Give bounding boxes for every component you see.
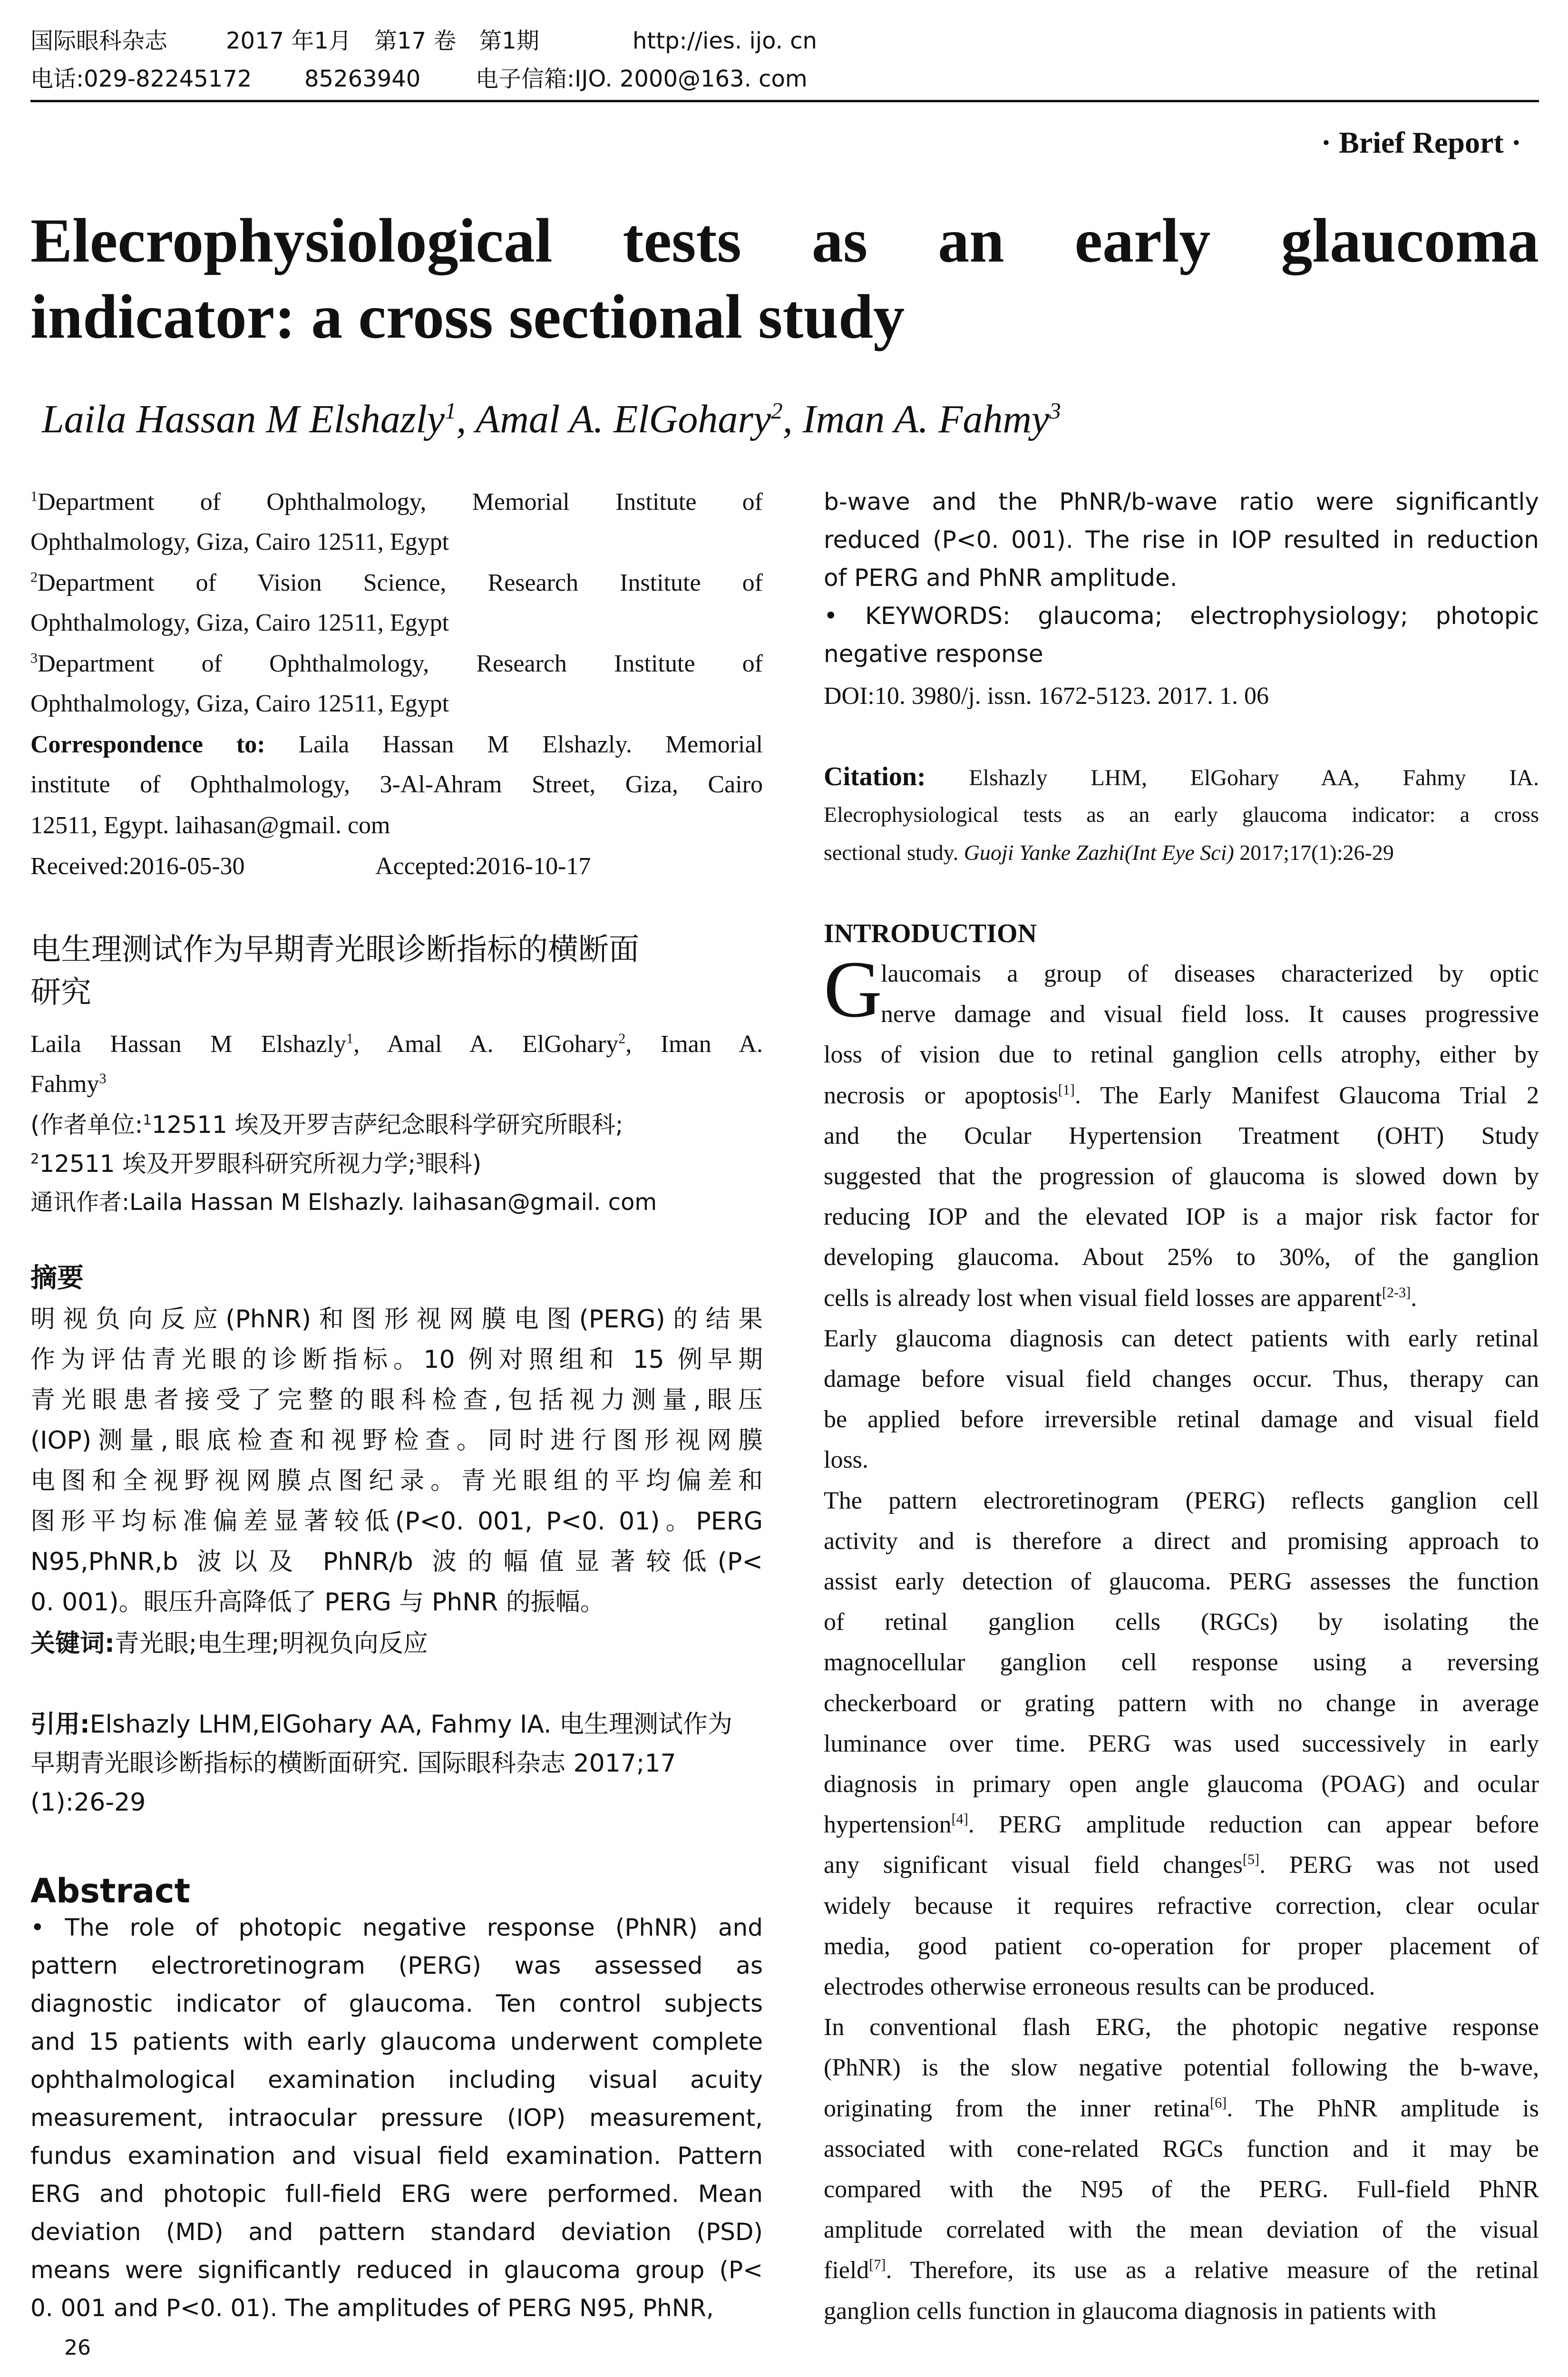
author-2-sup: 2 — [771, 398, 783, 424]
correspondence-label: Correspondence to: — [30, 731, 265, 758]
intro-line: The pattern electroretinogram (PERG) reflects ganglion cell — [824, 1487, 1539, 1514]
author-3-sup: 3 — [1049, 398, 1061, 424]
intro-line: amplitude correlated with the mean deviation of the visual — [824, 2216, 1539, 2244]
intro-line: activity and is therefore a direct and promising approach to — [824, 1527, 1539, 1555]
received-date: Received:2016-05-30 — [30, 853, 245, 880]
doi: DOI:10. 3980/j. issn. 1672-5123. 2017. 1. 06 — [824, 682, 1269, 710]
affiliation-3-line-1 — [30, 652, 763, 676]
accepted-date: Accepted:2016-10-17 — [375, 853, 591, 880]
cn-abstract-line: N95,PhNR,b 波以及 PhNR/b 波的幅值显著较低(P< — [30, 1548, 763, 1576]
intro-line: luminance over time. PERG was used successively in early — [824, 1730, 1539, 1757]
abstract-line: pattern electroretinogram (PERG) was assessed as — [30, 1952, 763, 1979]
author-list — [42, 399, 1061, 439]
intro-line: reducing IOP and the elevated IOP is a major risk factor for — [824, 1203, 1539, 1231]
abstract-keywords-line-1: • KEYWORDS: glaucoma; electrophysiology; photopic — [824, 602, 1539, 630]
cn-affiliation-line-1 — [30, 1113, 623, 1137]
correspondence-line-2: institute of Ophthalmology, 3-Al-Ahram Street, Giza, Cairo — [30, 771, 763, 798]
cn-citation-line-3: (1):26-29 — [30, 1788, 146, 1817]
intro-line: (PhNR) is the slow negative potential following the b-wave, — [824, 2054, 1539, 2082]
cn-authors-line-1 — [30, 1032, 763, 1057]
affiliation-1-line-2: Ophthalmology, Giza, Cairo 12511, Egypt — [30, 528, 449, 555]
intro-line: ganglion cells function in glaucoma diagnosis in patients with — [824, 2297, 1437, 2325]
cn-author-2-sup: 2 — [618, 1030, 626, 1047]
abstract-line: diagnostic indicator of glaucoma. Ten control subjects — [30, 1990, 763, 2017]
intro-line: checkerboard or grating pattern with no change in average — [824, 1689, 1539, 1717]
cn-abstract-line: 电图和全视野视网膜点图纪录。青光眼组的平均偏差和 — [30, 1467, 763, 1495]
cn-affiliation-3-sup: 3 — [416, 1150, 425, 1167]
citation-text-1: Elshazly LHM, ElGohary AA, Fahmy IA. — [969, 765, 1539, 790]
affiliation-3-line-2: Ophthalmology, Giza, Cairo 12511, Egypt — [30, 690, 449, 717]
cn-abstract-heading: 摘要 — [30, 1263, 84, 1294]
intro-line: developing glaucoma. About 25% to 30%, of the ganglion — [824, 1244, 1539, 1271]
abstract-keywords-line-2: negative response — [824, 640, 1043, 668]
abstract-continued-line: reduced (P<0. 001). The rise in IOP resulted in reduction — [824, 526, 1539, 554]
intro-line: hypertension[4]. PERG amplitude reduction can appear before — [824, 1811, 1539, 1839]
intro-line: Early glaucoma diagnosis can detect patients with early retinal — [824, 1325, 1539, 1352]
author-2: , Amal A. ElGohary — [456, 397, 771, 441]
cn-abstract-line: 青光眼患者接受了完整的眼科检查,包括视力测量,眼压 — [30, 1386, 763, 1414]
affiliation-1-sup: 1 — [30, 488, 38, 505]
intro-line: damage before visual field changes occur. Thus, therapy can — [824, 1365, 1539, 1393]
citation-line-2: Elecrophysiological tests as an early glaucoma indicator: a cross — [824, 802, 1539, 827]
affiliation-3-text: Department of Ophthalmology, Research Institute of — [38, 650, 763, 677]
citation-line-3 — [824, 842, 1394, 864]
intro-dropcap: G — [824, 945, 882, 1034]
intro-line: cells is already lost when visual field losses are apparent[2-3]. — [824, 1284, 1417, 1312]
intro-line: and the Ocular Hypertension Treatment (OHT) Study — [824, 1122, 1539, 1150]
intro-line: assist early detection of glaucoma. PERG assesses the function — [824, 1568, 1539, 1595]
intro-line: In conventional flash ERG, the photopic negative response — [824, 2014, 1539, 2041]
cn-affiliation-3-text: 眼科) — [424, 1150, 482, 1178]
cn-abstract-line: 0. 001)。眼压升高降低了 PERG 与 PhNR 的振幅。 — [30, 1588, 605, 1617]
journal-email: 电子信箱:IJO. 2000@163. com — [476, 66, 808, 92]
introduction-heading: INTRODUCTION — [824, 919, 1037, 948]
abstract-line: measurement, intraocular pressure (IOP) measurement, — [30, 2104, 763, 2132]
intro-line: nerve damage and visual field loss. It causes progressive — [881, 1001, 1539, 1028]
abstract-line: • The role of photopic negative response (PhNR) and — [30, 1914, 763, 1941]
intro-line: widely because it requires refractive correction, clear ocular — [824, 1892, 1539, 1919]
section-label: · Brief Report · — [1321, 126, 1521, 159]
author-1-sup: 1 — [445, 398, 457, 424]
affiliation-2-line-1 — [30, 571, 763, 595]
intro-line: be applied before irreversible retinal damage and visual field — [824, 1406, 1539, 1433]
journal-name-cn: 国际眼科杂志 — [30, 28, 168, 54]
cn-affiliation-label: (作者单位: — [30, 1111, 143, 1139]
cn-author-1: Laila Hassan M Elshazly — [30, 1031, 346, 1058]
abstract-line: means were significantly reduced in glaucoma group (P< — [30, 2256, 763, 2284]
citation-journal: Guoji Yanke Zazhi(Int Eye Sci) — [964, 840, 1234, 865]
cn-correspondence: 通讯作者:Laila Hassan M Elshazly. laihasan@gmail. com — [30, 1189, 657, 1216]
cn-affiliation-2-sup: 2 — [30, 1150, 39, 1167]
cn-abstract-line: 作为评估青光眼的诊断指标。10 例对照组和 15 例早期 — [30, 1345, 763, 1374]
journal-phone: 电话:029-82245172 — [30, 66, 252, 92]
cn-keywords — [30, 1631, 428, 1656]
citation-line-1 — [824, 763, 1539, 790]
author-1: Laila Hassan M Elshazly — [42, 397, 445, 441]
cn-affiliation-2-text: 12511 埃及开罗眼科研究所视力学; — [39, 1150, 416, 1178]
intro-line: of retinal ganglion cells (RGCs) by isolating the — [824, 1608, 1539, 1636]
intro-line: media, good patient co-operation for proper placement of — [824, 1932, 1539, 1960]
journal-fax: 85263940 — [304, 66, 421, 92]
abstract-line: ophthalmological examination including visual acuity — [30, 2066, 763, 2094]
intro-line: any significant visual field changes[5]. PERG was not used — [824, 1851, 1539, 1879]
author-3: , Iman A. Fahmy — [782, 397, 1050, 441]
affiliation-2-sup: 2 — [30, 569, 38, 585]
cn-author-2: , Amal A. ElGohary — [353, 1031, 619, 1058]
page-number: 26 — [64, 2336, 91, 2360]
intro-line: magnocellular ganglion cell response using a reversing — [824, 1649, 1539, 1676]
article-title-line-2: indicator: a cross sectional study — [30, 282, 905, 351]
abstract-line: deviation (MD) and pattern standard deviation (PSD) — [30, 2218, 763, 2246]
cn-abstract-line: 图形平均标准偏差显著较低(P<0. 001, P<0. 01)。PERG — [30, 1507, 763, 1536]
cn-abstract-line: (IOP)测量,眼底检查和视野检查。同时进行图形视网膜 — [30, 1426, 763, 1455]
intro-line: electrodes otherwise erroneous results can be produced. — [824, 1973, 1375, 2000]
cn-author-1-sup: 1 — [346, 1030, 354, 1047]
abstract-continued-line: of PERG and PhNR amplitude. — [824, 564, 1178, 592]
affiliation-1-line-1 — [30, 490, 763, 515]
correspondence-text: Laila Hassan M Elshazly. Memorial — [298, 731, 763, 758]
cn-author-3-surname: Fahmy — [30, 1071, 99, 1098]
intro-line: field[7]. Therefore, its use as a relative measure of the retinal — [824, 2257, 1539, 2284]
cn-keywords-text: 青光眼;电生理;明视负向反应 — [114, 1629, 428, 1658]
cn-citation-line-1 — [30, 1712, 732, 1737]
intro-line: necrosis or apoptosis[1]. The Early Manifest Glaucoma Trial 2 — [824, 1081, 1539, 1109]
intro-line: diagnosis in primary open angle glaucoma (POAG) and ocular — [824, 1771, 1539, 1798]
cn-title-line-2: 研究 — [30, 975, 91, 1010]
abstract-continued-line: b-wave and the PhNR/b-wave ratio were significantly — [824, 488, 1539, 516]
cn-affiliation-1-text: 12511 埃及开罗吉萨纪念眼科学研究所眼科; — [151, 1111, 623, 1139]
abstract-line: and 15 patients with early glaucoma underwent complete — [30, 2028, 763, 2056]
abstract-heading: Abstract — [30, 1871, 191, 1910]
intro-line: laucomais a group of diseases characterized by optic — [881, 960, 1539, 987]
cn-abstract-line: 明视负向反应(PhNR)和图形视网膜电图(PERG)的结果 — [30, 1305, 763, 1334]
intro-line: loss. — [824, 1446, 868, 1474]
abstract-line: 0. 001 and P<0. 01). The amplitudes of PERG N95, PhNR, — [30, 2294, 714, 2322]
cn-citation-line-2: 早期青光眼诊断指标的横断面研究. 国际眼科杂志 2017;17 — [30, 1749, 676, 1778]
cn-affiliation-1-sup: 1 — [143, 1111, 152, 1128]
affiliation-3-sup: 3 — [30, 650, 38, 666]
journal-url: http://ies. ijo. cn — [633, 28, 817, 54]
intro-line: compared with the N95 of the PERG. Full-field PhNR — [824, 2176, 1539, 2203]
affiliation-1-text: Department of Ophthalmology, Memorial Institute of — [38, 488, 763, 516]
citation-label: Citation: — [824, 762, 926, 791]
intro-line: suggested that the progression of glaucoma is slowed down by — [824, 1163, 1539, 1190]
abstract-line: ERG and photopic full-field ERG were performed. Mean — [30, 2180, 763, 2208]
correspondence-line-3: 12511, Egypt. laihasan@gmail. com — [30, 812, 390, 839]
correspondence-line-1 — [30, 732, 763, 757]
cn-title-line-1: 电生理测试作为早期青光眼诊断指标的横断面 — [30, 932, 639, 967]
header-rule — [30, 100, 1539, 102]
article-title-line-1: Elecrophysiological tests as an early glaucoma — [30, 205, 1539, 275]
citation-text-3a: sectional study. — [824, 840, 964, 865]
cn-authors-line-2 — [30, 1072, 107, 1097]
abstract-line: fundus examination and visual field examination. Pattern — [30, 2142, 763, 2170]
affiliation-2-text: Department of Vision Science, Research Institute of — [38, 569, 763, 596]
cn-citation-label: 引用: — [30, 1710, 90, 1739]
cn-affiliation-line-2 — [30, 1152, 481, 1176]
issue-info: 2017 年1月 第17 卷 第1期 — [226, 28, 539, 54]
intro-line: originating from the inner retina[6]. The PhNR amplitude is — [824, 2094, 1539, 2122]
affiliation-2-line-2: Ophthalmology, Giza, Cairo 12511, Egypt — [30, 609, 449, 636]
cn-keywords-label: 关键词: — [30, 1629, 115, 1658]
intro-line: loss of vision due to retinal ganglion cells atrophy, either by — [824, 1041, 1539, 1069]
cn-author-3: , Iman A. — [625, 1031, 763, 1058]
cn-author-3-sup: 3 — [99, 1070, 107, 1087]
intro-line: associated with cone-related RGCs function and it may be — [824, 2135, 1539, 2163]
citation-volume: 2017;17(1):26-29 — [1234, 840, 1394, 865]
cn-citation-text-1: Elshazly LHM,ElGohary AA, Fahmy IA. 电生理测试作为 — [89, 1710, 733, 1739]
